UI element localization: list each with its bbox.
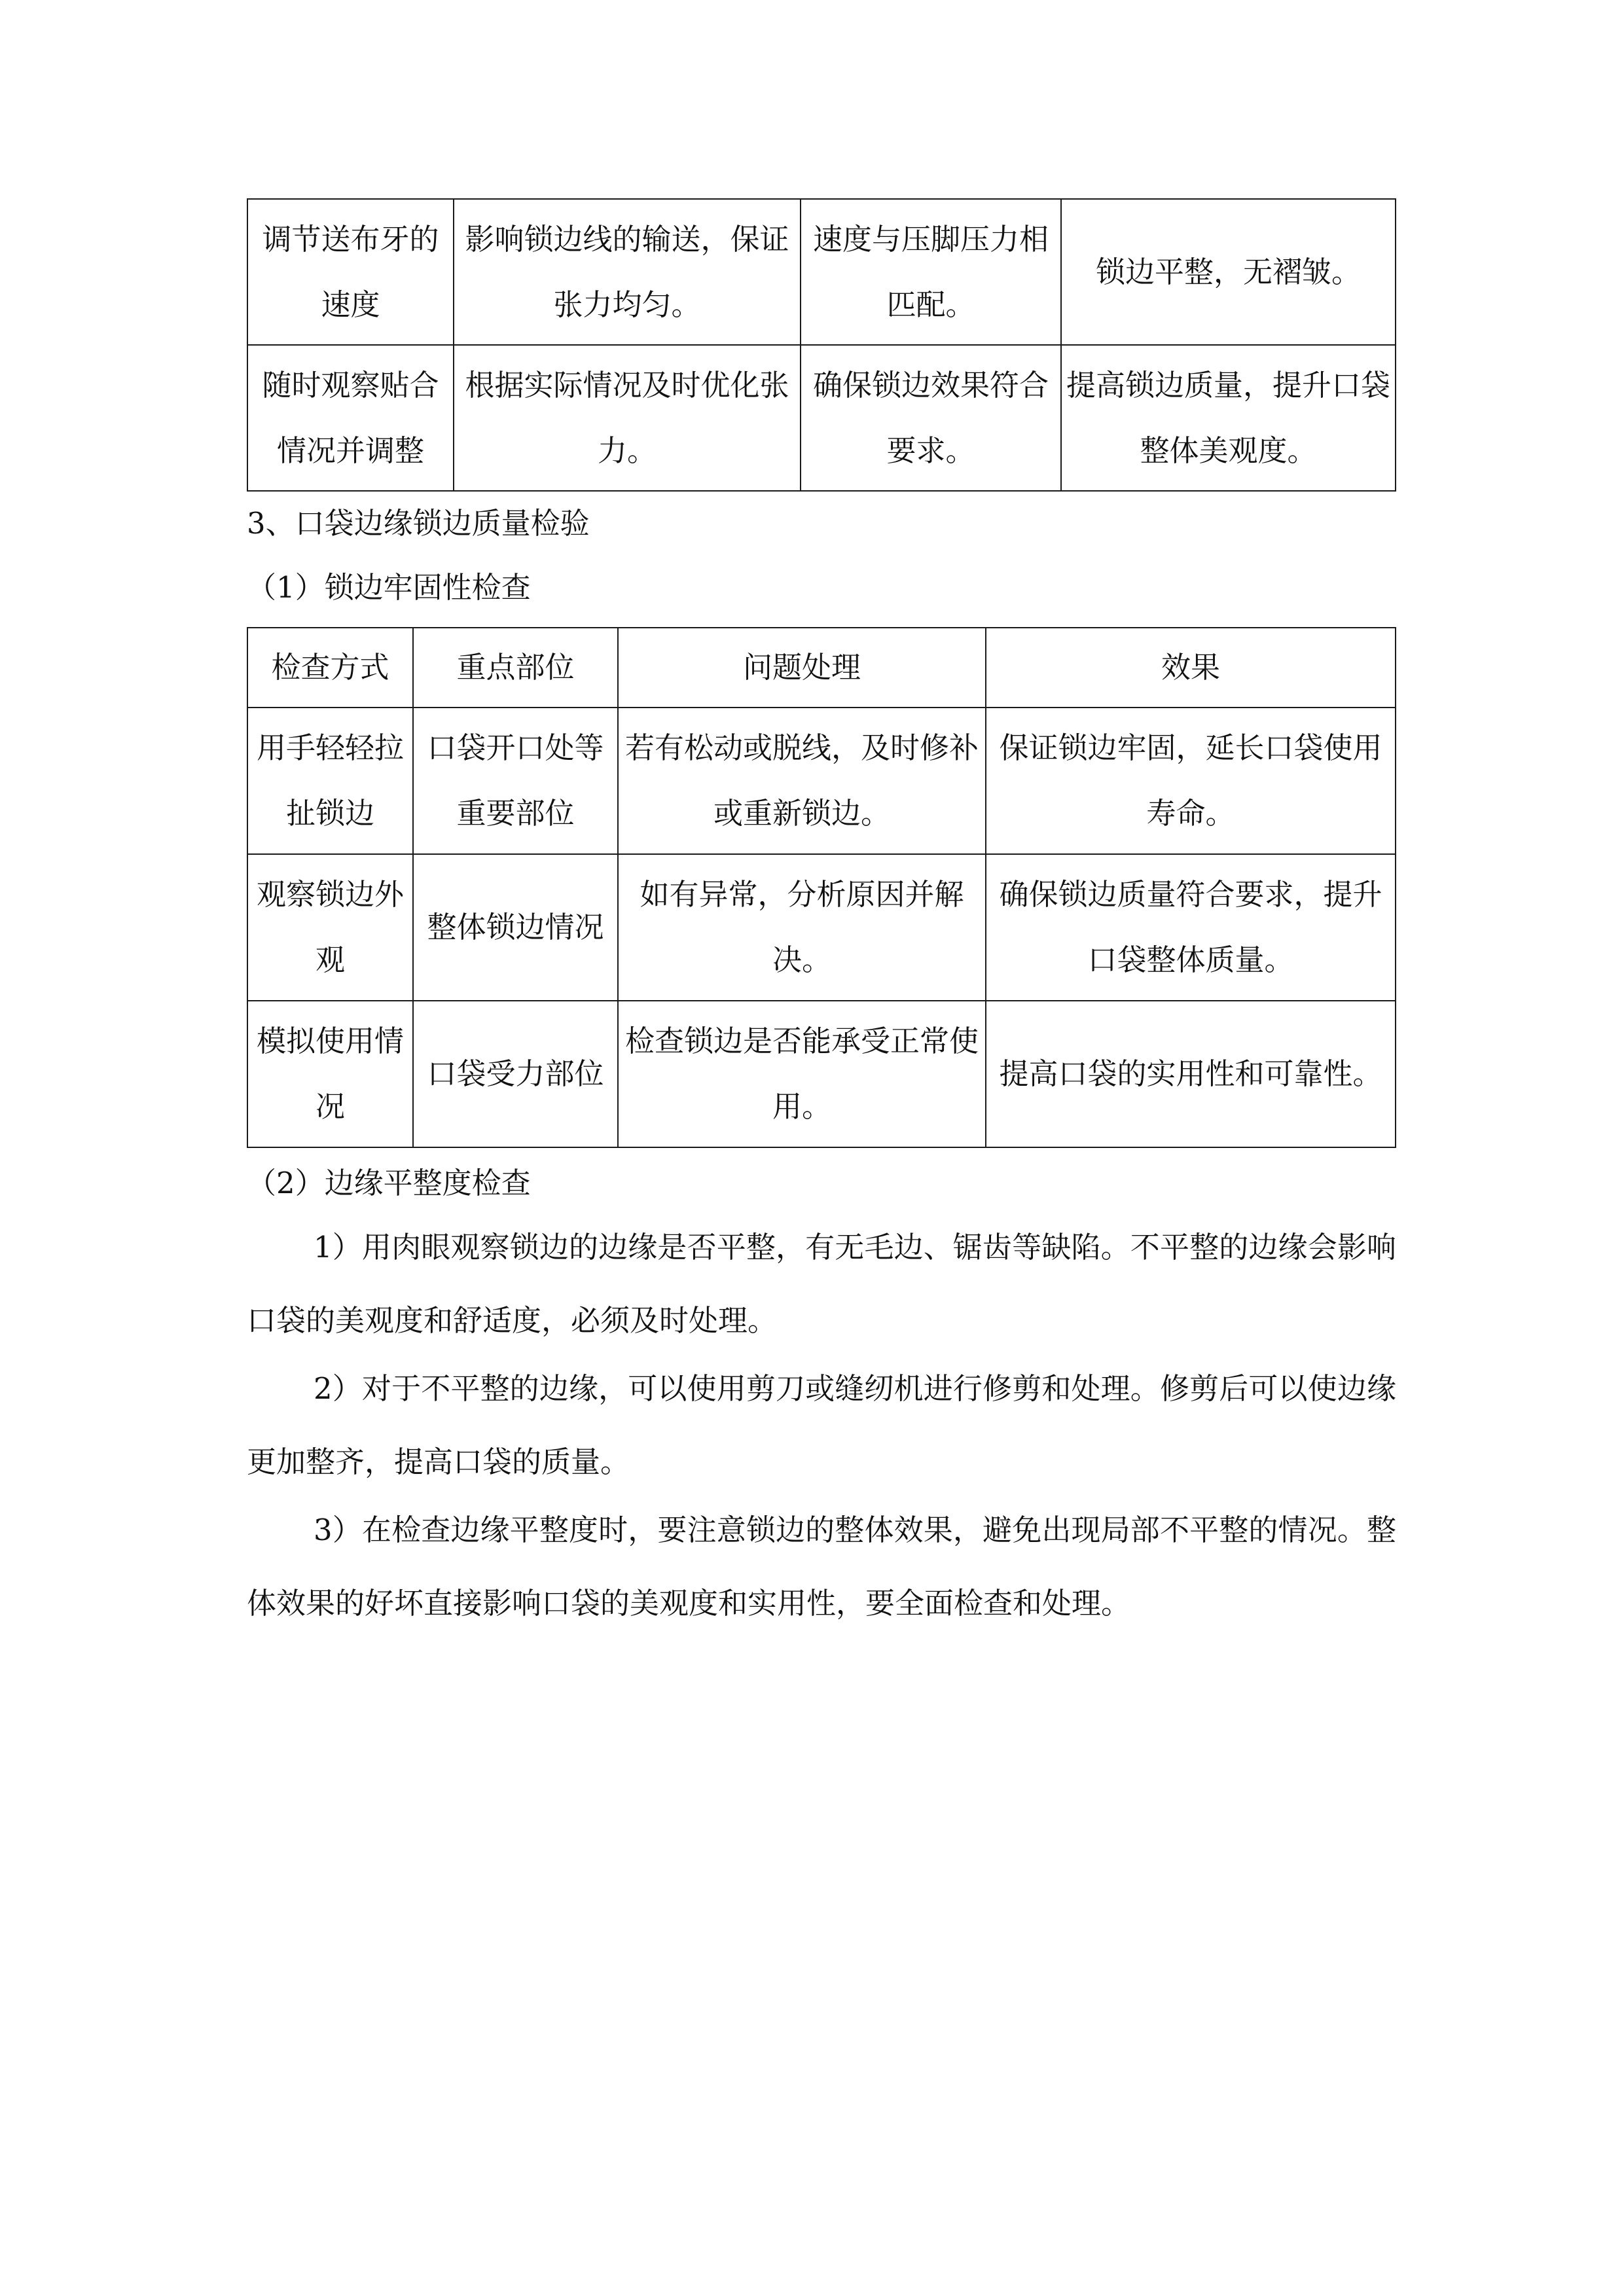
paragraph: 2）对于不平整的边缘，可以使用剪刀或缝纫机进行修剪和处理。修剪后可以使边缘更加整齐，提高口袋的质量。: [247, 1371, 1396, 1479]
paragraph: 1）用肉眼观察锁边的边缘是否平整，有无毛边、锯齿等缺陷。不平整的边缘会影响口袋的美观度和舒适度，必须及时处理。: [247, 1230, 1396, 1338]
table-cell: 保证锁边牢固，延长口袋使用寿命。: [986, 708, 1396, 854]
table-header-row: [247, 628, 1396, 708]
table-cell: 提高锁边质量，提升口袋整体美观度。: [1061, 345, 1396, 491]
table-cell: 随时观察贴合情况并调整: [247, 345, 454, 491]
table-row: [247, 1001, 1396, 1147]
firmness-check-table: [247, 627, 1396, 1148]
paragraph: 3）在检查边缘平整度时，要注意锁边的整体效果，避免出现局部不平整的情况。整体效果的好坏直接影响口袋的美观度和实用性，要全面检查和处理。: [247, 1513, 1396, 1621]
sewing-adjustment-table: [247, 198, 1396, 492]
table-cell: 速度与压脚压力相匹配。: [801, 199, 1061, 345]
table-cell: 根据实际情况及时优化张力。: [454, 345, 801, 491]
table-cell: 口袋开口处等重要部位: [413, 708, 618, 854]
table-cell: 确保锁边效果符合要求。: [801, 345, 1061, 491]
table-row: [247, 345, 1396, 491]
table-row: [247, 708, 1396, 854]
table-cell: 影响锁边线的输送，保证张力均匀。: [454, 199, 801, 345]
table-cell: 锁边平整，无褶皱。: [1061, 199, 1396, 345]
column-header: 效果: [986, 628, 1396, 708]
table-cell: 确保锁边质量符合要求，提升口袋整体质量。: [986, 854, 1396, 1001]
table-cell: 若有松动或脱线，及时修补或重新锁边。: [618, 708, 986, 854]
table-cell: 调节送布牙的速度: [247, 199, 454, 345]
column-header: 问题处理: [618, 628, 986, 708]
column-header: 重点部位: [413, 628, 618, 708]
subsection-heading: （1）锁边牢固性检查: [247, 570, 531, 605]
table-row: [247, 854, 1396, 1001]
table-cell: 观察锁边外观: [247, 854, 413, 1001]
table-cell: 模拟使用情况: [247, 1001, 413, 1147]
subsection-heading: （2）边缘平整度检查: [247, 1166, 531, 1200]
column-header: 检查方式: [247, 628, 413, 708]
section-heading: 3、口袋边缘锁边质量检验: [247, 506, 590, 541]
table-cell: 检查锁边是否能承受正常使用。: [618, 1001, 986, 1147]
table-cell: 整体锁边情况: [413, 854, 618, 1001]
table-cell: 用手轻轻拉扯锁边: [247, 708, 413, 854]
table-cell: 口袋受力部位: [413, 1001, 618, 1147]
table-cell: 如有异常，分析原因并解决。: [618, 854, 986, 1001]
table-cell: 提高口袋的实用性和可靠性。: [986, 1001, 1396, 1147]
table-row: [247, 199, 1396, 345]
